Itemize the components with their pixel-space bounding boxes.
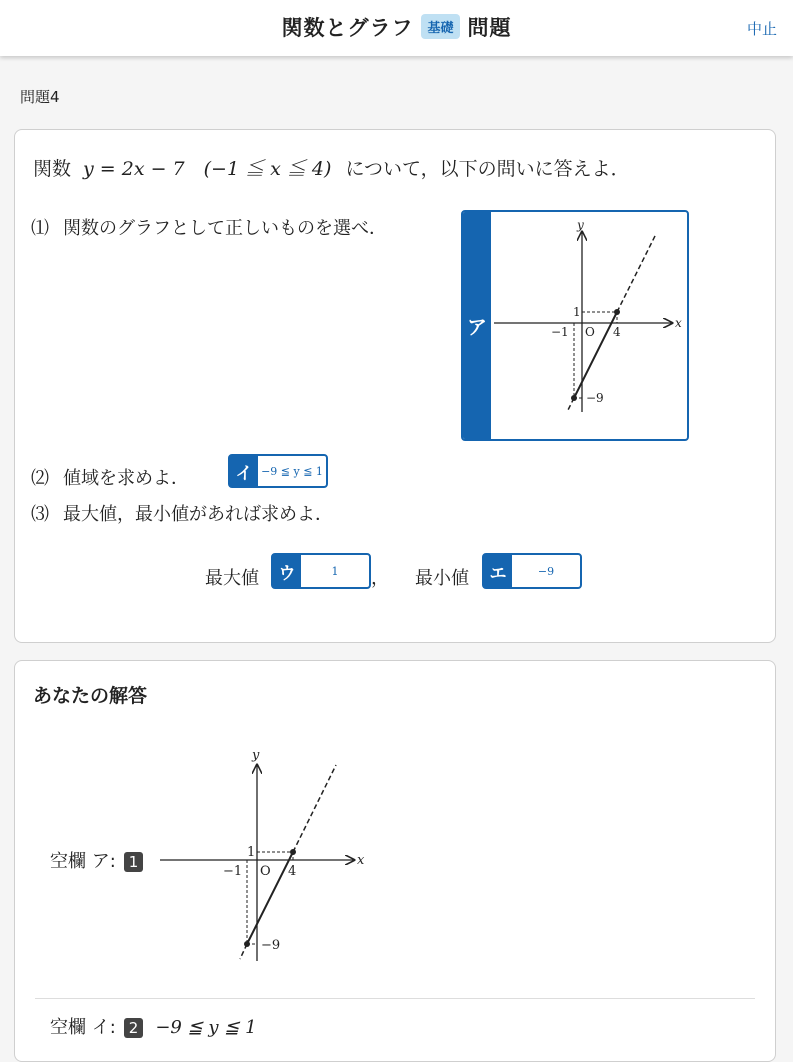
blank-i-label: イ	[230, 456, 258, 486]
max-min-separator: ，	[371, 568, 389, 589]
answer-blank-a-choice: 1	[124, 852, 144, 872]
statement-tail: について，以下の問いに答えよ．	[345, 158, 630, 180]
question-card	[14, 129, 776, 643]
page-title	[0, 12, 793, 42]
answer-label-four: 4	[288, 864, 297, 879]
subquestion-2-text: 値域を求めよ．	[63, 468, 189, 489]
answer-label-minus-nine: −9	[261, 938, 281, 953]
answer-divider	[35, 998, 755, 999]
answer-blank-i-value: −9 ≦ y ≦ 1	[155, 1017, 257, 1038]
answer-label-y: y	[252, 748, 260, 763]
dashed-extension-upper	[617, 234, 656, 312]
blank-a-label: ア	[463, 212, 491, 439]
label-minus-one: −1	[551, 325, 569, 339]
answer-blank-a	[50, 847, 143, 873]
app-header	[0, 0, 793, 56]
endpoint-lower	[571, 395, 577, 401]
equation: y = 2x − 7 (−1 ≦ x ≦ 4)	[83, 158, 332, 180]
label-minus-nine: −9	[586, 391, 604, 405]
subquestion-1-number: ⑴	[31, 218, 49, 239]
subquestion-3-text: 最大値，最小値があれば求めよ．	[63, 504, 333, 525]
answer-label-minus-one: −1	[223, 864, 243, 879]
blank-a-answer-box[interactable]	[461, 210, 689, 441]
subquestion-1-text: 関数のグラフとして正しいものを選べ．	[63, 218, 387, 239]
label-x: x	[675, 316, 682, 330]
answer-blank-i	[50, 1013, 257, 1039]
label-y: y	[577, 218, 584, 232]
subquestion-3	[31, 500, 333, 526]
min-label: 最小値	[415, 568, 469, 589]
label-four: 4	[613, 325, 621, 339]
problem-statement	[33, 154, 630, 181]
blank-u-answer-box[interactable]	[271, 553, 371, 589]
answer-dashed-upper	[293, 765, 336, 852]
blank-e-label: エ	[484, 555, 512, 587]
answer-blank-i-label: 空欄 イ:	[50, 1017, 116, 1038]
answer-blank-a-label: 空欄 ア:	[50, 851, 116, 872]
statement-intro: 関数	[33, 158, 72, 180]
max-label: 最大値	[205, 568, 259, 589]
blank-a-graph	[491, 212, 687, 439]
subquestion-2	[31, 464, 189, 490]
subquestion-1	[31, 214, 387, 240]
blank-u-value: 1	[331, 564, 339, 578]
answer-graph	[160, 741, 380, 966]
answer-endpoint-lower	[244, 941, 250, 947]
your-answer-title: あなたの解答	[33, 685, 148, 707]
label-origin: O	[585, 325, 595, 339]
blank-i-answer-box[interactable]	[228, 454, 328, 488]
blank-e-answer-box[interactable]	[482, 553, 582, 589]
label-one: 1	[573, 305, 581, 319]
graph-segment	[574, 312, 617, 398]
answer-blank-i-choice: 2	[124, 1018, 144, 1038]
problem-number: 問題4	[20, 88, 60, 106]
answer-label-one: 1	[247, 845, 256, 860]
subquestion-2-number: ⑵	[31, 468, 49, 489]
quit-button[interactable]: 中止	[746, 20, 777, 38]
your-answer-card	[14, 660, 776, 1062]
answer-label-x: x	[357, 853, 365, 868]
blank-u-label: ウ	[273, 555, 301, 587]
endpoint-upper	[614, 309, 620, 315]
blank-e-value: −9	[537, 564, 555, 578]
title-text: 関数とグラフ	[281, 16, 414, 40]
subquestion-3-number: ⑶	[31, 504, 49, 525]
level-badge: 基礎	[421, 14, 459, 39]
blank-i-value: −9 ≦ y ≦ 1	[261, 464, 323, 478]
answer-label-origin: O	[260, 864, 271, 879]
title-suffix: 問題	[467, 16, 512, 40]
answer-endpoint-upper	[290, 849, 296, 855]
